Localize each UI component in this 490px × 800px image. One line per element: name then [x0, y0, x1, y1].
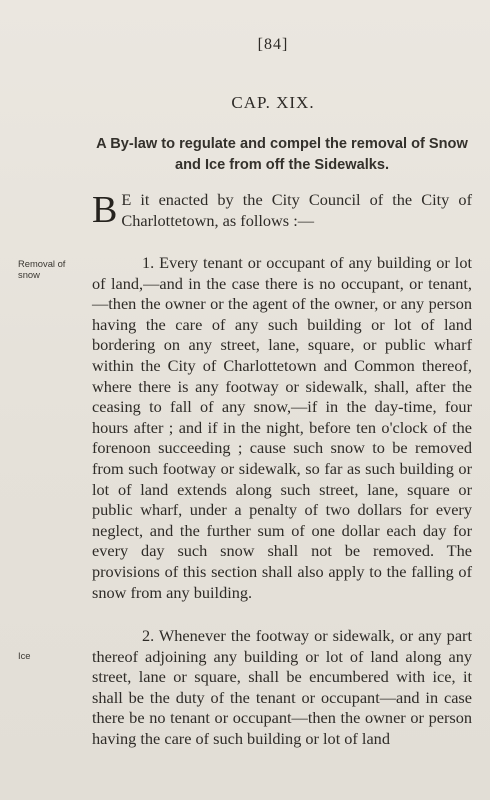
drop-cap: B — [92, 189, 118, 231]
margin-note-removal-of-snow: Removal of snow — [18, 258, 66, 280]
enacting-clause — [92, 190, 472, 231]
section-1-text: 1. Every tenant or occupant of any building or lot of land,—and in the case there is no occupant, or tenant,—then the owner or the agent of the owner, or any person having the care of any such building or lot of land bordering on any street, lane, square, or public wharf within the City of Charlottetown and Common thereof, where there is any footway or sidewalk, shall, after the ceasing to fall of any snow,—if in the day-time, four hours after ; and if in the night, before ten o'clock of the forenoon succeeding ; cause such snow to be removed from such footway or sidewalk, so far as such building or lot of land extends along such street, lane, square or public wharf, under a penalty of two dollars for every neglect, and the further sum of one dollar each day for every day such snow shall not be removed. The provisions of this section shall also apply to the falling of snow from any building. — [92, 253, 472, 602]
enacting-clause-text: E it enacted by the City Council of the City of Charlottetown, as follows :— — [121, 190, 472, 230]
chapter-heading: CAP. XIX. — [231, 93, 315, 112]
bylaw-title: A By-law to regulate and compel the removal of Snow and Ice from off the Sidewalks. — [96, 136, 468, 173]
page-number: [84] — [257, 36, 289, 53]
section-2-text: 2. Whenever the footway or sidewalk, or any part thereof adjoining any building or lot of land along any street, lane or square, shall be encumbered with ice, it shall be the duty of the tenant or occupant—and in case there be no tenant or occupant—then the owner or person having the care of such building or lot of land — [92, 626, 472, 748]
margin-note-ice: Ice — [18, 650, 31, 661]
